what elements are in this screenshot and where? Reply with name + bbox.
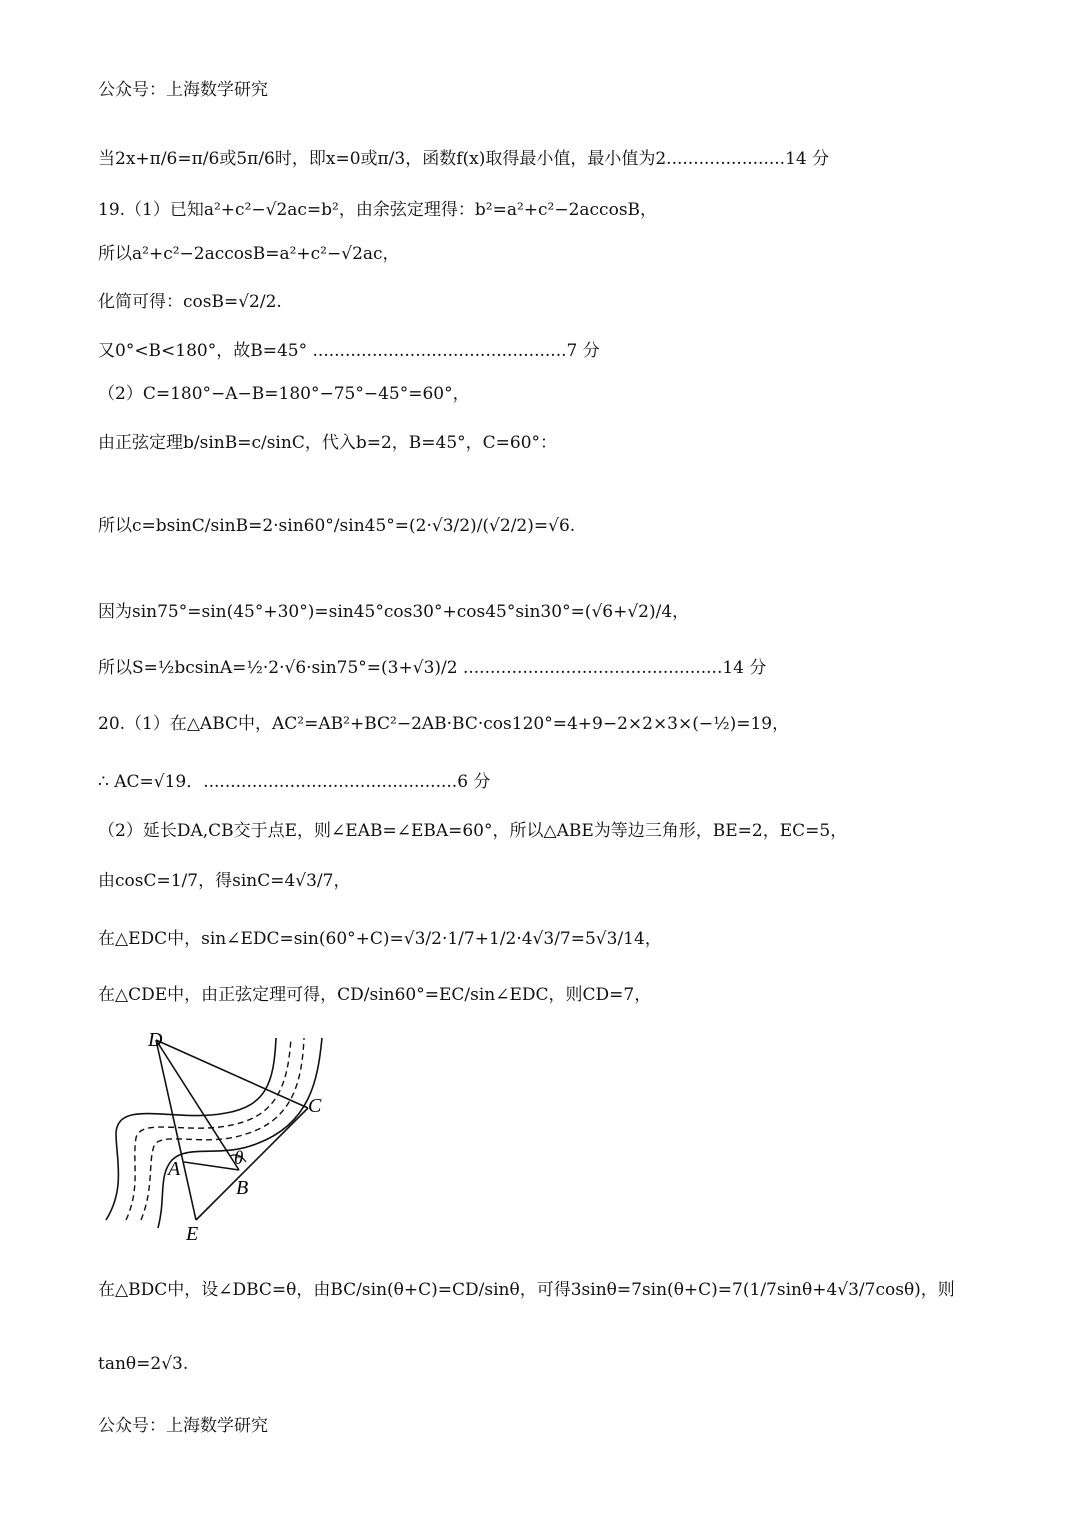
text-line-6: （2）C=180°−A−B=180°−75°−45°=60°，	[98, 384, 470, 404]
text-line-2: 19.（1）已知a²+c²−√2ac=b²，由余弦定理得：b²=a²+c²−2accosB，	[98, 200, 658, 220]
text-line-5: 又0°<B<180°，故B=45° ...............................................7 分	[98, 341, 600, 361]
label-B: B	[236, 1177, 249, 1199]
text-line-14: 由cosC=1/7，得sinC=4√3/7，	[98, 871, 351, 891]
text-line-8: 所以c=bsinC/sinB=2·sin60°/sin45°=(2·√3/2)/(√2/2)=√6.	[98, 516, 576, 536]
text-line-18: tanθ=2√3.	[98, 1354, 189, 1374]
text-line-16: 在△CDE中，由正弦定理可得，CD/sin60°=EC/sin∠EDC，则CD=7，	[98, 985, 652, 1005]
label-A: A	[168, 1158, 181, 1180]
text-line-1: 当2x+π/6=π/6或5π/6时，即x=0或π/3，函数f(x)取得最小值，最小值为2......................14 分	[98, 149, 830, 169]
label-D: D	[148, 1029, 163, 1051]
text-line-10: 所以S=½bcsinA=½·2·√6·sin75°=(3+√3)/2 ................................................14 分	[98, 658, 767, 678]
text-line-7: 由正弦定理b/sinB=c/sinC，代入b=2，B=45°，C=60°：	[98, 433, 558, 453]
text-line-4: 化简可得：cosB=√2/2.	[98, 292, 282, 312]
segment-EC	[196, 1108, 308, 1220]
segment-DB	[156, 1040, 239, 1170]
page-header: 公众号：上海数学研究	[98, 80, 268, 100]
text-line-11: 20.（1）在△ABC中，AC²=AB²+BC²−2AB·BC·cos120°=4+9−2×2×3×(−½)=19，	[98, 714, 790, 734]
label-E: E	[186, 1223, 199, 1245]
road-outer-right-curve	[158, 1038, 322, 1228]
text-line-3: 所以a²+c²−2accosB=a²+c²−√2ac，	[98, 244, 400, 264]
geometry-figure	[96, 1028, 336, 1248]
text-line-17: 在△BDC中，设∠DBC=θ，由BC/sin(θ+C)=CD/sinθ，可得3sinθ=7sin(θ+C)=7(1/7sinθ+4√3/7cosθ)，则	[98, 1280, 955, 1300]
text-line-12: ∴ AC=√19．...............................................6 分	[98, 772, 491, 792]
text-line-15: 在△EDC中，sin∠EDC=sin(60°+C)=√3/2·1/7+1/2·4√3/7=5√3/14，	[98, 929, 662, 949]
segment-AB	[184, 1162, 239, 1170]
page-footer: 公众号：上海数学研究	[98, 1416, 268, 1436]
label-theta: θ	[234, 1148, 244, 1169]
road-dashed-left-1	[126, 1038, 291, 1220]
text-line-9: 因为sin75°=sin(45°+30°)=sin45°cos30°+cos45°sin30°=(√6+√2)/4，	[98, 602, 690, 622]
road-outer-left-curve	[106, 1038, 276, 1220]
label-C: C	[308, 1095, 322, 1117]
text-line-13: （2）延长DA,CB交于点E，则∠EAB=∠EBA=60°，所以△ABE为等边三角形，BE=2，EC=5，	[98, 821, 848, 841]
